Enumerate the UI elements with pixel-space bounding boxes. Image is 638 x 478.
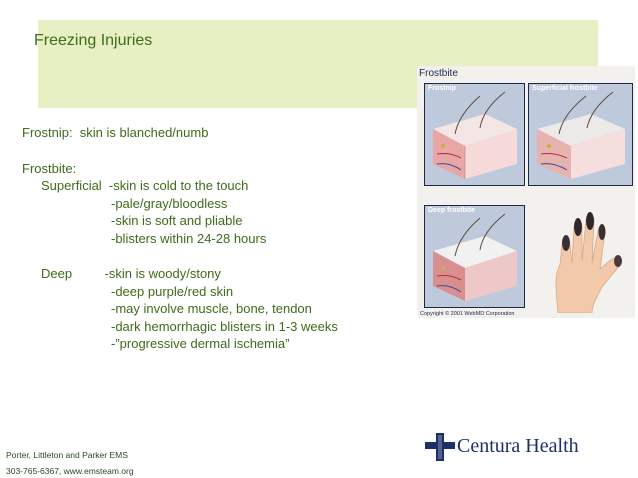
slide-title: Freezing Injuries <box>34 32 153 49</box>
skin-block-frostnip-image <box>425 84 524 185</box>
figure-title: Frostbite <box>419 68 458 79</box>
skin-block-superficial-image <box>529 84 632 185</box>
deep-line-4: -dark hemorrhagic blisters in 1-3 weeks <box>111 319 338 334</box>
panel-label-superficial: Superficial frostbite <box>532 85 598 92</box>
figure-copyright: Copyright © 2001 WebMD Corporation <box>420 311 515 317</box>
superficial-line-4: -blisters within 24-28 hours <box>111 231 267 246</box>
panel-frostnip <box>424 83 525 186</box>
frostnip-line: Frostnip: skin is blanched/numb <box>22 125 209 140</box>
footer-organization: Porter, Littleton and Parker EMS <box>6 450 128 460</box>
deep-line-3: -may involve muscle, bone, tendon <box>111 301 312 316</box>
footer-contact: 303-765-6367, www.emsteam.org <box>6 466 134 476</box>
skin-block-deep-image <box>425 206 524 307</box>
deep-line-5: -”progressive dermal ischemia” <box>111 336 290 351</box>
cross-icon <box>425 433 455 461</box>
deep-line-1: Deep -skin is woody/stony <box>41 266 221 281</box>
superficial-line-2: -pale/gray/bloodless <box>111 196 228 211</box>
logo-text: Centura Health <box>457 435 579 457</box>
deep-line-2: -deep purple/red skin <box>111 284 234 299</box>
frostbite-heading: Frostbite: <box>22 161 77 176</box>
frostbitten-hand-image <box>536 205 631 313</box>
panel-label-deep: Deep frostbite <box>428 207 476 214</box>
centura-health-logo <box>425 433 625 463</box>
frostbite-illustration <box>417 66 635 318</box>
panel-label-frostnip: Frostnip <box>428 85 456 92</box>
panel-deep-frostbite <box>424 205 525 308</box>
superficial-line-3: -skin is soft and pliable <box>111 213 243 228</box>
panel-superficial-frostbite <box>528 83 633 186</box>
superficial-line-1: Superficial -skin is cold to the touch <box>41 178 249 193</box>
